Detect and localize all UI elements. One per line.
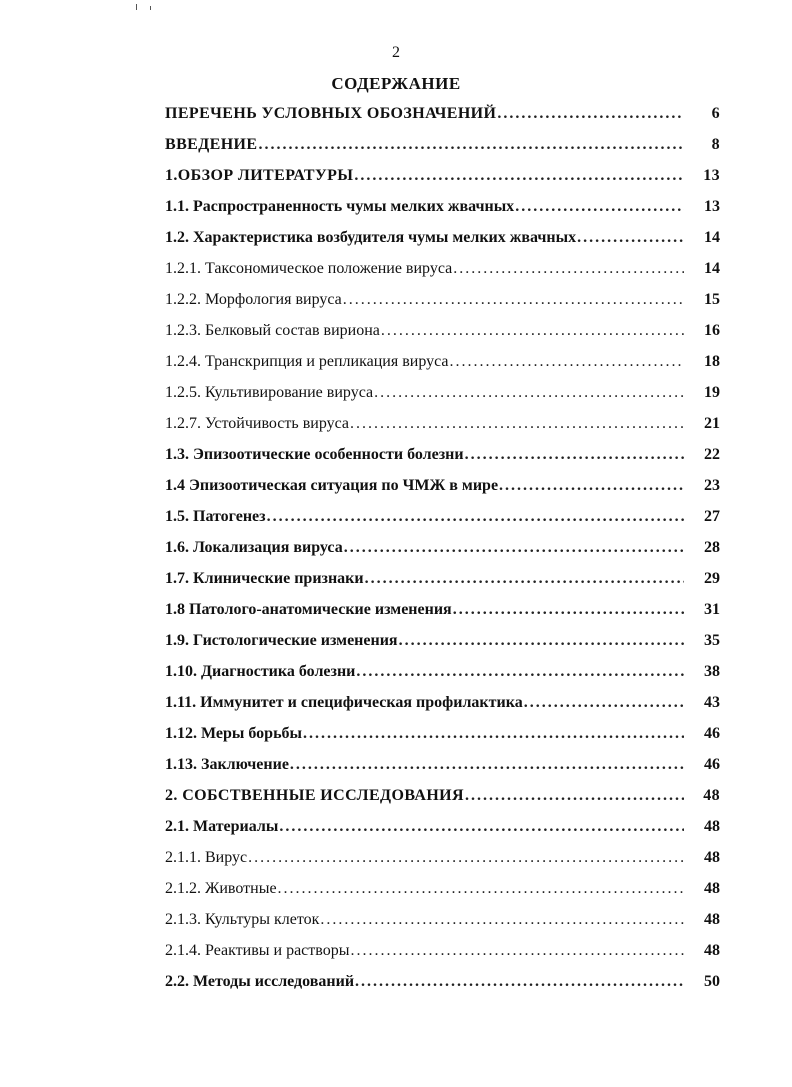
toc-entry[interactable] — [165, 780, 720, 811]
toc-entry-label: 1.8 Патолого-анатомические изменения — [165, 601, 452, 618]
toc-dot-leader — [499, 470, 684, 501]
toc-entry-page: 16 — [704, 322, 720, 339]
toc-title: СОДЕРЖАНИЕ — [331, 74, 461, 93]
toc-dot-leader — [399, 625, 684, 656]
toc-entry[interactable] — [165, 377, 720, 408]
toc-dot-leader — [354, 160, 684, 191]
toc-dot-leader — [524, 687, 684, 718]
toc-entry-page: 14 — [704, 229, 720, 246]
toc-entry[interactable] — [165, 563, 720, 594]
toc-entry[interactable] — [165, 470, 720, 501]
toc-entry-page: 29 — [704, 570, 720, 587]
toc-dot-leader — [279, 811, 684, 842]
toc-dot-leader — [356, 656, 684, 687]
toc-dot-leader — [350, 935, 684, 966]
scan-artifact — [136, 4, 137, 10]
toc-dot-leader — [350, 408, 684, 439]
toc-entry-page: 13 — [703, 167, 720, 184]
toc-entry-label: 1.3. Эпизоотические особенности болезни — [165, 446, 464, 463]
toc-entry[interactable] — [165, 935, 720, 966]
toc-entry[interactable] — [165, 191, 720, 222]
toc-entry[interactable] — [165, 842, 720, 873]
toc-entry-label: 2.1.1. Вирус — [165, 849, 248, 866]
toc-entry[interactable] — [165, 253, 720, 284]
toc-dot-leader — [381, 315, 684, 346]
toc-entry-page: 48 — [704, 911, 720, 928]
toc-entry-page: 48 — [704, 942, 720, 959]
toc-entry-page: 48 — [704, 880, 720, 897]
toc-dot-leader — [465, 780, 684, 811]
toc-dot-leader — [278, 873, 684, 904]
toc-entry-label: 1.ОБЗОР ЛИТЕРАТУРЫ — [165, 167, 354, 184]
toc-entry-page: 48 — [703, 787, 720, 804]
toc-entry-page: 46 — [704, 756, 720, 773]
toc-dot-leader — [303, 718, 684, 749]
table-of-contents — [165, 98, 720, 997]
toc-entry-label: 1.2.3. Белковый состав вириона — [165, 322, 380, 339]
toc-entry-page: 22 — [704, 446, 720, 463]
toc-entry[interactable] — [165, 532, 720, 563]
toc-dot-leader — [267, 501, 684, 532]
toc-entry-label: 2.1. Материалы — [165, 818, 279, 835]
toc-dot-leader — [577, 222, 684, 253]
toc-entry-label: 1.2. Характеристика возбудителя чумы мелких жвачных — [165, 229, 577, 246]
toc-entry[interactable] — [165, 594, 720, 625]
toc-entry-label: 1.2.4. Транскрипция и репликация вируса — [165, 353, 449, 370]
toc-entry[interactable] — [165, 718, 720, 749]
toc-entry-label: 1.13. Заключение — [165, 756, 289, 773]
toc-entry[interactable] — [165, 749, 720, 780]
toc-entry-page: 31 — [704, 601, 720, 618]
toc-entry[interactable] — [165, 129, 720, 160]
toc-entry-page: 48 — [704, 849, 720, 866]
toc-entry[interactable] — [165, 439, 720, 470]
toc-entry[interactable] — [165, 222, 720, 253]
toc-entry-page: 6 — [711, 105, 720, 122]
toc-entry[interactable] — [165, 687, 720, 718]
toc-dot-leader — [365, 563, 684, 594]
toc-entry[interactable] — [165, 501, 720, 532]
toc-entry-label: ВВЕДЕНИЕ — [165, 136, 258, 153]
toc-entry-label: 2. СОБСТВЕННЫЕ ИССЛЕДОВАНИЯ — [165, 787, 464, 804]
toc-dot-leader — [258, 129, 684, 160]
toc-entry[interactable] — [165, 873, 720, 904]
toc-entry-page: 28 — [704, 539, 720, 556]
toc-entry-page: 13 — [704, 198, 720, 215]
toc-entry-label: 1.2.5. Культивирование вируса — [165, 384, 374, 401]
toc-entry-page: 35 — [704, 632, 720, 649]
toc-entry-page: 43 — [704, 694, 720, 711]
toc-entry-label: ПЕРЕЧЕНЬ УСЛОВНЫХ ОБОЗНАЧЕНИЙ — [165, 105, 497, 122]
toc-entry[interactable] — [165, 284, 720, 315]
toc-entry-page: 19 — [704, 384, 720, 401]
toc-entry-label: 2.2. Методы исследований — [165, 973, 355, 990]
toc-dot-leader — [453, 253, 684, 284]
toc-entry-label: 1.1. Распространенность чумы мелких жвачных — [165, 198, 515, 215]
toc-entry-page: 14 — [704, 260, 720, 277]
toc-entry[interactable] — [165, 408, 720, 439]
scan-artifact — [150, 6, 151, 10]
toc-entry-label: 1.2.7. Устойчивость вируса — [165, 415, 349, 432]
toc-dot-leader — [290, 749, 684, 780]
toc-entry-label: 2.1.4. Реактивы и растворы — [165, 942, 350, 959]
toc-dot-leader — [343, 284, 684, 315]
toc-dot-leader — [453, 594, 684, 625]
toc-dot-leader — [374, 377, 684, 408]
toc-entry[interactable] — [165, 98, 720, 129]
toc-entry[interactable] — [165, 966, 720, 997]
toc-entry-label: 1.11. Иммунитет и специфическая профилактика — [165, 694, 523, 711]
toc-entry-page: 15 — [704, 291, 720, 308]
toc-entry-label: 1.6. Локализация вируса — [165, 539, 343, 556]
toc-entry-label: 2.1.3. Культуры клеток — [165, 911, 320, 928]
toc-dot-leader — [355, 966, 684, 997]
toc-entry-page: 50 — [704, 973, 720, 990]
toc-entry-label: 1.9. Гистологические изменения — [165, 632, 398, 649]
toc-entry-page: 18 — [704, 353, 720, 370]
toc-entry-page: 23 — [704, 477, 720, 494]
page-number: 2 — [392, 44, 400, 61]
toc-entry-page: 21 — [704, 415, 720, 432]
toc-dot-leader — [465, 439, 684, 470]
toc-entry-label: 1.10. Диагностика болезни — [165, 663, 356, 680]
toc-dot-leader — [497, 98, 684, 129]
toc-entry[interactable] — [165, 811, 720, 842]
toc-entry-page: 27 — [704, 508, 720, 525]
toc-entry-page: 8 — [711, 136, 720, 153]
toc-entry[interactable] — [165, 160, 720, 191]
toc-dot-leader — [344, 532, 684, 563]
toc-entry-page: 46 — [704, 725, 720, 742]
toc-entry-label: 1.12. Меры борьбы — [165, 725, 303, 742]
toc-dot-leader — [515, 191, 684, 222]
toc-dot-leader — [320, 904, 684, 935]
toc-entry-label: 1.2.1. Таксономическое положение вируса — [165, 260, 453, 277]
toc-entry-page: 38 — [704, 663, 720, 680]
toc-entry-label: 1.2.2. Морфология вируса — [165, 291, 342, 308]
toc-dot-leader — [248, 842, 684, 873]
toc-entry-label: 2.1.2. Животные — [165, 880, 277, 897]
toc-entry-label: 1.5. Патогенез — [165, 508, 266, 525]
toc-entry[interactable] — [165, 315, 720, 346]
toc-dot-leader — [450, 346, 684, 377]
toc-entry-label: 1.4 Эпизоотическая ситуация по ЧМЖ в мире — [165, 477, 499, 494]
toc-entry[interactable] — [165, 346, 720, 377]
toc-entry[interactable] — [165, 656, 720, 687]
toc-entry[interactable] — [165, 904, 720, 935]
toc-entry-page: 48 — [704, 818, 720, 835]
toc-entry[interactable] — [165, 625, 720, 656]
toc-entry-label: 1.7. Клинические признаки — [165, 570, 364, 587]
